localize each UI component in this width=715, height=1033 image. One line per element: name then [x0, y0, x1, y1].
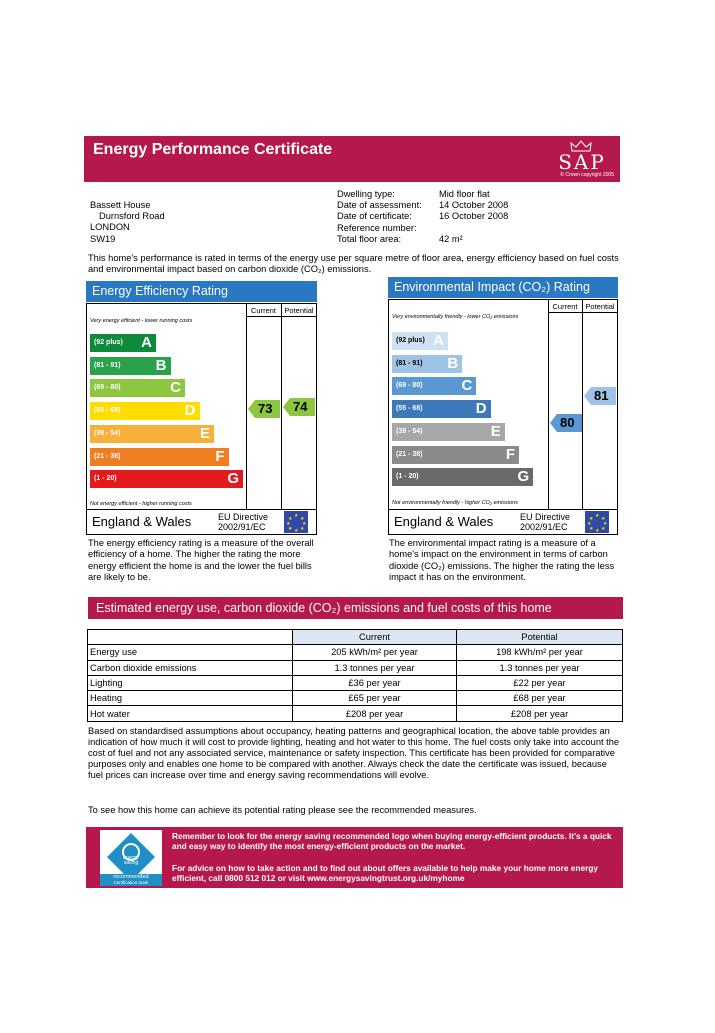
band-letter: A [433, 332, 444, 349]
band-range: (92 plus) [396, 337, 425, 344]
row-current: 1.3 tonnes per year [293, 660, 457, 675]
rating-band-f [392, 446, 519, 464]
address-block [90, 200, 165, 245]
band-letter: B [447, 354, 459, 372]
rating-band-d [90, 402, 200, 420]
detail-row [337, 200, 508, 211]
eu-directive [218, 512, 268, 532]
row-label: Heating [88, 691, 293, 706]
eu-directive-line: 2002/91/EC [218, 522, 266, 532]
row-current: 205 kWh/m² per year [293, 645, 457, 660]
address-line: Durnsford Road [99, 211, 165, 222]
address-line: SW19 [90, 233, 116, 244]
sap-logo [550, 140, 614, 178]
row-potential: 198 kWh/m² per year [457, 645, 623, 660]
table-header-current: Current [293, 630, 457, 645]
row-label: Lighting [88, 675, 293, 690]
band-letter: E [199, 424, 210, 442]
environment-rating-panel [388, 299, 618, 535]
detail-row [337, 223, 508, 234]
potential-column-header: Potential [585, 302, 615, 311]
band-letter: D [475, 400, 487, 418]
energy-saving-recommended-logo [100, 830, 162, 886]
detail-label: Date of certificate: [337, 211, 412, 222]
sap-letters: SAP [558, 150, 606, 174]
bottom-caption: Not environmentally friendly - higher CO₂ emissions [392, 500, 518, 506]
row-current: £208 per year [293, 706, 457, 721]
row-current: £36 per year [293, 675, 457, 690]
detail-row [337, 234, 508, 245]
band-range: (55 - 68) [396, 405, 423, 413]
energy-saving-banner [86, 827, 623, 888]
row-label: Hot water [88, 706, 293, 721]
band-range: (69 - 80) [94, 384, 121, 392]
efficiency-rating-panel [86, 303, 317, 535]
bottom-caption: Not energy efficient - higher running costs [90, 501, 192, 507]
detail-label: Date of assessment: [337, 200, 422, 211]
eu-directive-line: EU Directive [218, 512, 269, 522]
logo-text-line: energy [123, 855, 139, 861]
detail-row [337, 189, 508, 200]
rating-band-e [392, 423, 505, 441]
environment-title: Environmental Impact (CO₂) Rating [388, 277, 618, 298]
table-header-potential: Potential [457, 630, 623, 645]
row-potential: 1.3 tonnes per year [457, 660, 623, 675]
band-range: (55 - 68) [94, 407, 121, 415]
eu-flag-icon: ★ ★ ★ ★ ★ ★ ★ ★ [587, 513, 608, 534]
rating-band-b [392, 355, 462, 373]
current-column-header: Current [250, 306, 276, 315]
region-label: England & Wales [394, 514, 494, 529]
column-divider [582, 300, 583, 509]
logo-text-line: saving [123, 860, 139, 866]
band-range: (39 - 54) [396, 427, 423, 435]
logo-caption: Certification mark [113, 880, 149, 885]
eu-flag-icon: ★ ★ ★ ★ ★ ★ ★ ★ [286, 513, 307, 534]
top-caption: Very environmentally friendly - lower CO₂ emissions [392, 314, 519, 320]
top-caption: Very energy efficient - lower running costs [90, 318, 193, 324]
band-range: (39 - 54) [94, 429, 121, 437]
row-label: Energy use [88, 645, 293, 660]
footer-divider [389, 509, 617, 510]
current-rating-value: 80 [560, 415, 575, 431]
eu-directive [520, 512, 570, 532]
band-letter: E [490, 422, 501, 440]
rating-band-b [90, 357, 171, 375]
band-letter: D [184, 402, 196, 420]
banner-text-recommended: Remember to look for the energy saving recommended logo when buying energy-efficient products. It's a quick and easy way to identify the most energy-efficient products on the market. [172, 831, 612, 851]
row-label: Carbon dioxide emissions [88, 660, 293, 675]
detail-label: Dwelling type: [337, 189, 395, 199]
detail-row [337, 211, 508, 222]
potential-rating-value: 81 [594, 387, 609, 403]
band-range: (21 - 38) [94, 452, 121, 460]
rating-band-c [392, 377, 476, 395]
current-column-header: Current [552, 302, 578, 311]
efficiency-description: The energy efficiency rating is a measure of the overall efficiency of a home. The higher the rating the more energy efficient the home is and the lower the fuel bills are likely to be. [88, 538, 314, 582]
band-range: (69 - 80) [396, 382, 423, 390]
rating-band-f [90, 448, 229, 466]
band-letter: G [227, 470, 239, 488]
band-range: (1 - 20) [396, 473, 419, 481]
band-letter: F [505, 445, 515, 463]
current-rating-value: 73 [258, 401, 273, 417]
table-header-row [88, 630, 623, 645]
row-potential: £208 per year [457, 706, 623, 721]
estimate-table [87, 629, 623, 722]
rating-band-e [90, 425, 214, 443]
table-row [88, 660, 623, 675]
potential-column-header: Potential [284, 306, 314, 315]
band-letter: C [461, 377, 473, 395]
band-letter: F [215, 447, 225, 465]
certificate-title: Energy Performance Certificate [93, 141, 333, 158]
detail-value: Mid floor flat [439, 189, 490, 199]
detail-label: Total floor area: [337, 233, 402, 244]
address-line: LONDON [90, 222, 130, 233]
eu-directive-line: 2002/91/EC [520, 522, 568, 532]
row-potential: £22 per year [457, 675, 623, 690]
band-range: (21 - 38) [396, 450, 423, 458]
column-divider [548, 300, 549, 509]
band-letter: B [155, 356, 167, 374]
footer-divider [87, 509, 316, 510]
detail-value: 14 October 2008 [439, 200, 509, 211]
logo-text [114, 856, 148, 866]
rating-band-d [392, 400, 491, 418]
banner-text-advice: For advice on how to take action and to find out about offers available to help make your home more energy efficient, call 0800 512 012 or visit www.energysavingtrust.org.uk/myhome [172, 863, 598, 883]
detail-label: Reference number: [337, 222, 417, 233]
efficiency-title: Energy Efficiency Rating [86, 281, 317, 302]
rating-band-g [90, 470, 243, 488]
rating-band-g [392, 468, 533, 486]
table-row [88, 691, 623, 706]
address-line: Bassett House [90, 200, 151, 210]
table-row [88, 645, 623, 660]
column-divider [246, 304, 247, 509]
rating-band-a [392, 332, 448, 350]
header-divider [548, 312, 618, 313]
intro-text: This home's performance is rated in terms of the energy use per square metre of floor area, energy efficiency based on fuel costs and environmental impact based on carbon dioxide (CO₂) emissions. [88, 253, 619, 274]
row-potential: £68 per year [457, 691, 623, 706]
table-row [88, 675, 623, 690]
logo-recommended: recommended [113, 874, 149, 880]
band-letter: G [517, 468, 530, 486]
copyright-text: © Crown copyright 2005 [560, 172, 614, 178]
band-range: (1 - 20) [94, 475, 117, 483]
certificate-header [84, 136, 620, 182]
detail-value: 16 October 2008 [439, 211, 509, 222]
eu-directive-line: EU Directive [520, 512, 571, 522]
recommended-measures-note: To see how this home can achieve its potential rating please see the recommended measures. [88, 805, 477, 815]
environment-description: The environmental impact rating is a measure of a home's impact on the environment in terms of carbon dioxide (CO₂) emissions. The higher the rating the less impact it has on the environment. [389, 538, 615, 582]
band-letter: A [141, 334, 152, 351]
potential-rating-value: 74 [293, 399, 308, 415]
column-divider [281, 304, 282, 509]
row-current: £65 per year [293, 691, 457, 706]
rating-band-a [90, 334, 156, 352]
table-row [88, 706, 623, 721]
band-letter: C [170, 379, 181, 397]
header-divider [246, 316, 317, 317]
rating-band-c [90, 379, 185, 397]
band-range: (81 - 91) [94, 361, 121, 369]
band-range: (92 plus) [94, 339, 123, 346]
detail-value: 42 m² [439, 233, 463, 244]
table-header-blank [88, 630, 293, 645]
estimate-title: Estimated energy use, carbon dioxide (CO₂) emissions and fuel costs of this home [88, 597, 623, 619]
band-range: (81 - 91) [396, 359, 423, 367]
explanation-paragraph: Based on standardised assumptions about occupancy, heating patterns and geographical location, the above table provides an indication of how much it will cost to provide lighting, heating and hot water to this home. The fuel costs only take into account the cost of fuel and not any associated service, maintenance or safety inspection. This certificate has been provided for comparative purposes only and enables one home to be compared with another. Always check the date the certificate was issued, because fuel prices can increase over time and energy saving recommendations will evolve. [88, 726, 620, 780]
region-label: England & Wales [92, 514, 192, 529]
dwelling-details [337, 189, 508, 245]
